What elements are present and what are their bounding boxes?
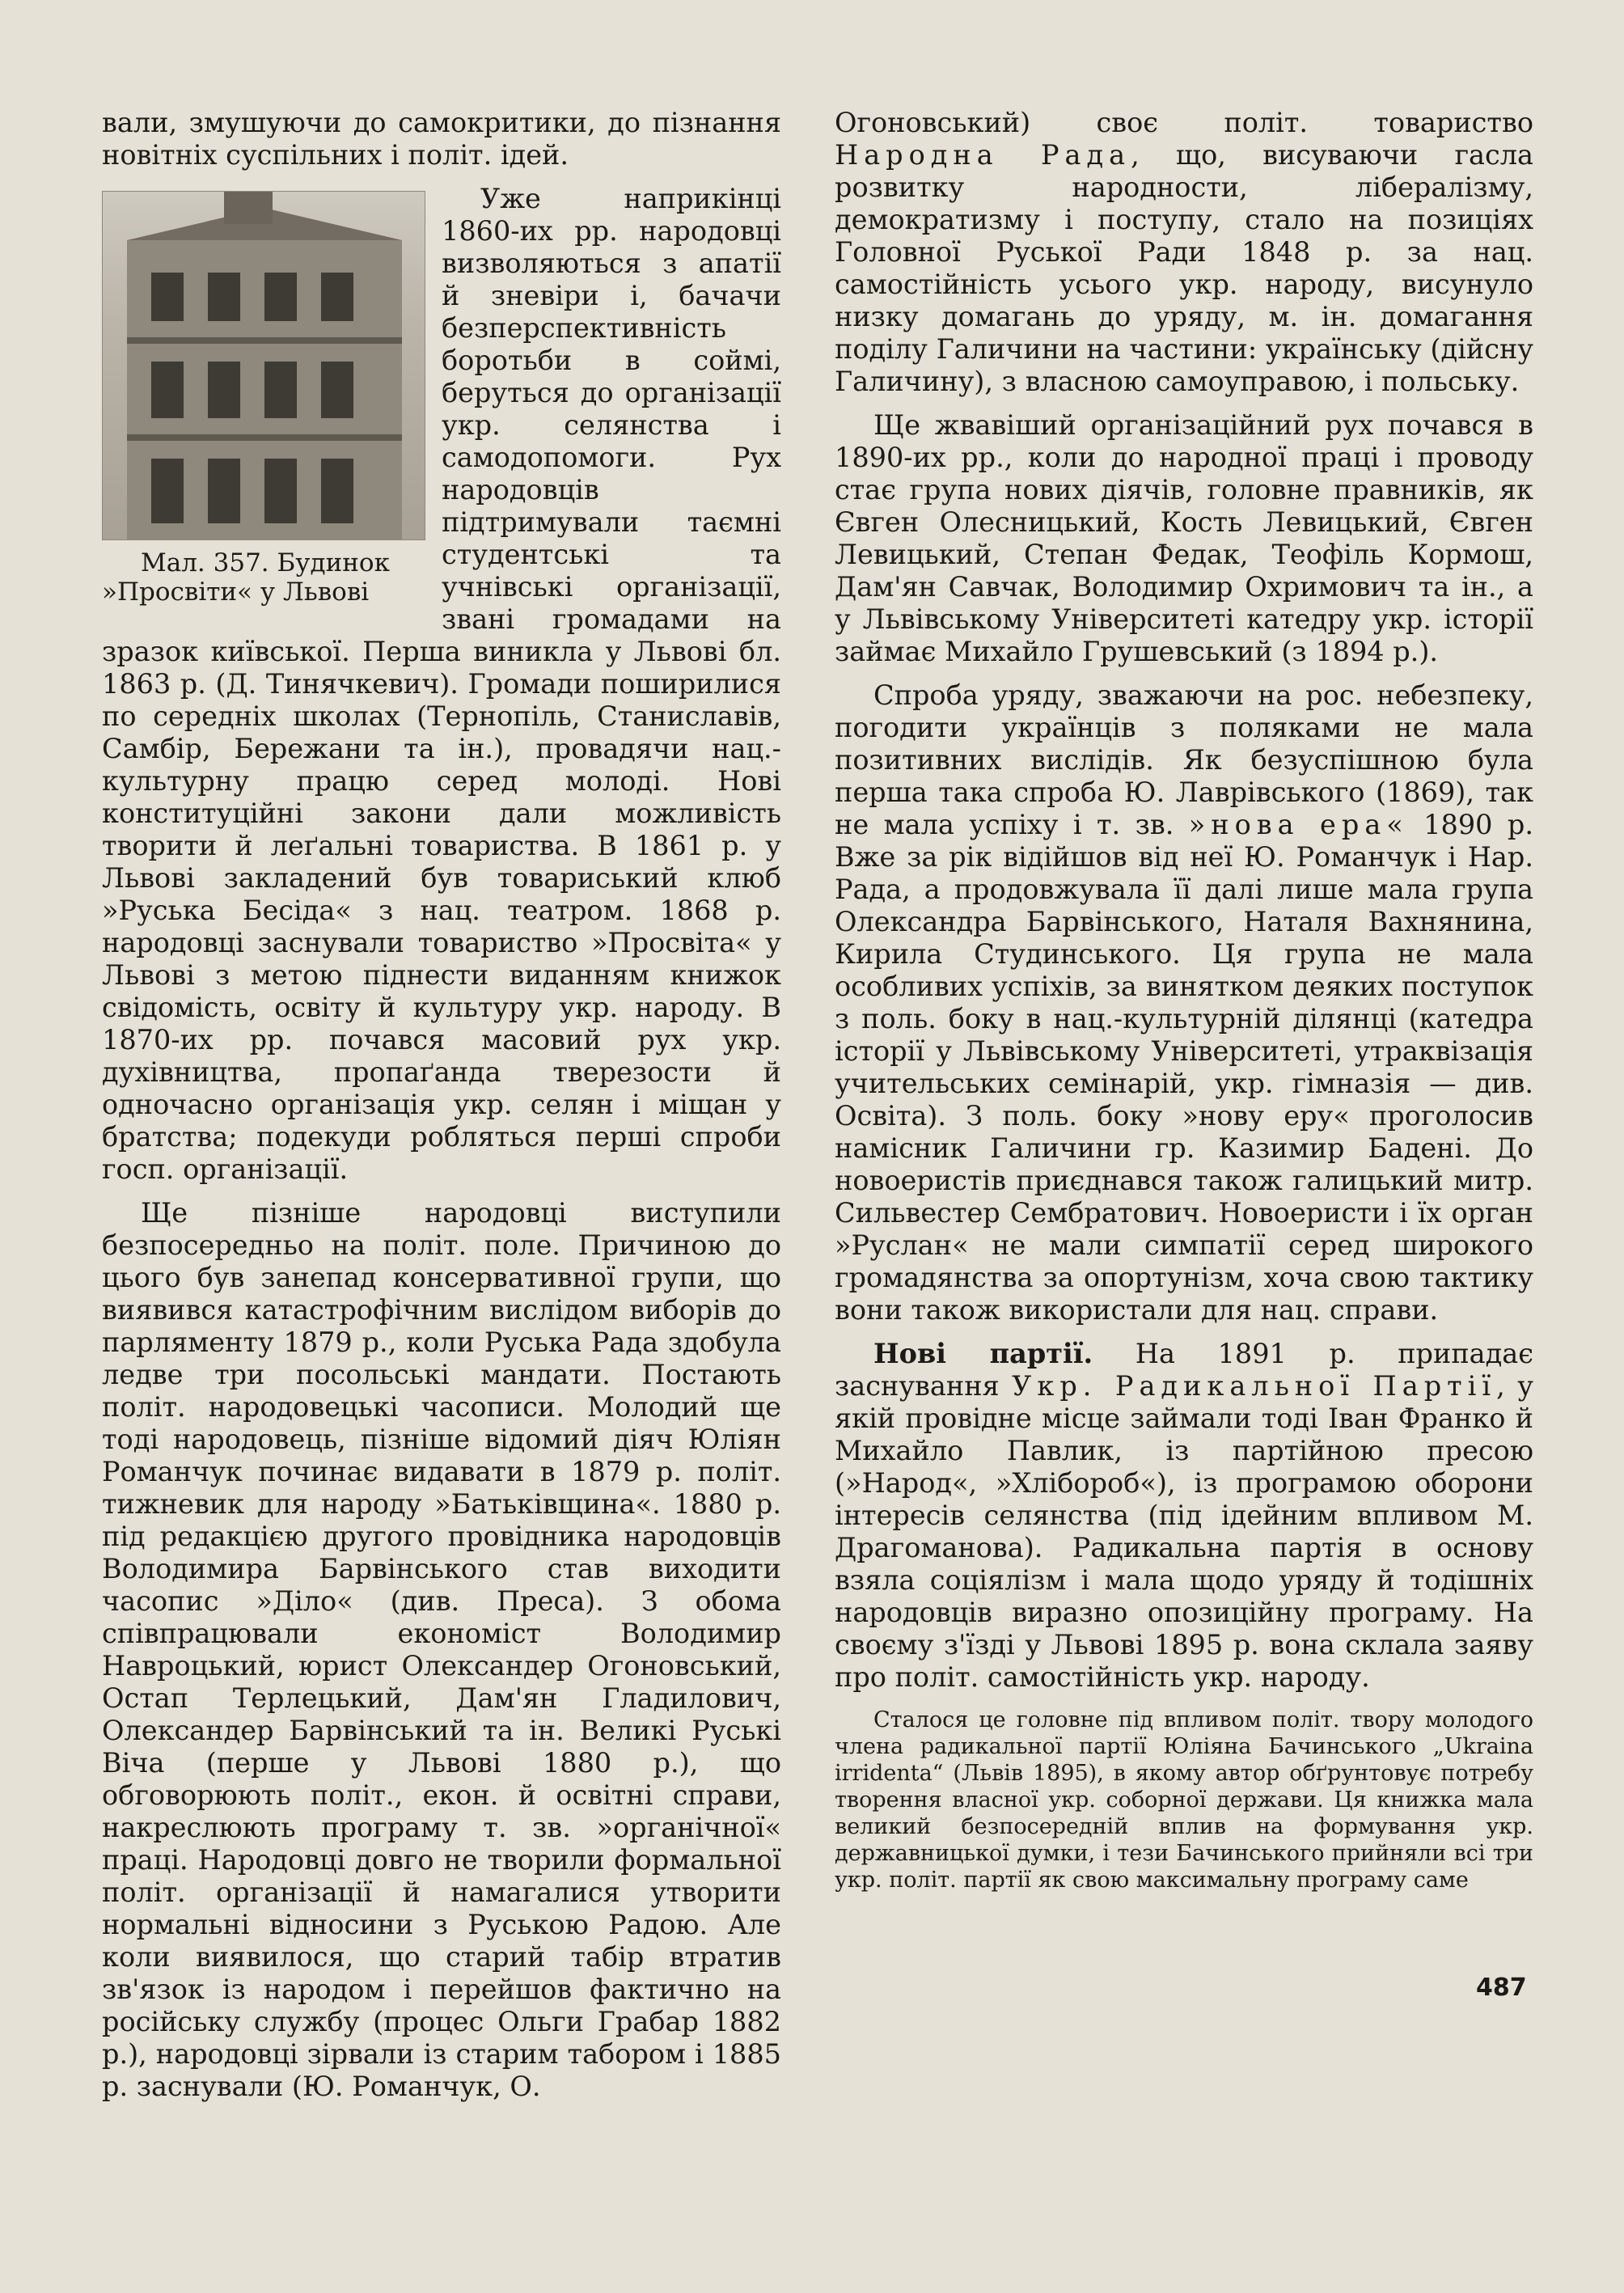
text-run: 1890 р. Вже за рік відійшов від неї Ю. Романчук і Нар. Рада, а продовжувала її далі лише мала група Олександра Барвінського, Наталя Вахнянина, Кирила Студинського. Ця група не мала особливих успіхів, за винятком деяких поступок з поль. боку в нац.-культурній ділянці (катедра історії у Львівському Університеті, утраквізація учительських семінарій, укр. гімназія — див. Освіта). З поль. боку »нову еру« проголосив намісник Галичини гр. Казимир Бадені. До новоеристів приєднався також галицький митр. Сильвестер Сембратович. Новоеристи і їх орган »Руслан« не мали симпатії серед широкого громадянства за опортунізм, хоча свою тактику вони також використали для нац. справи. [835,809,1533,1326]
text-run: , у якій провідне місце займали тоді Іван Франко й Михайло Павлик, із партійною пресою (»Народ«, »Хлібороб«), із програмою оборони інтересів селянства (під ідейним впливом М. Драгоманова). Радикальна партія в основу взяла соціялізм і мала щодо уряду й тодішніх народовців виразно опозиційну програму. На своєму з'їзді у Львові 1895 р. вона склала заяву про політ. самостійність укр. народу. [835,1370,1533,1693]
figure-caption: Мал. 357. Будинок »Просвіти« у Львові [102,548,390,607]
text-run: , що, висуваючи гасла розвитку народности, лібералізму, демократизму і поступу, стало на позиціях Головної Руської Ради 1848 р. за нац. самостійність усього укр. народу, висунуло низку домагань до уряду, м. ін. домагання поділу Галичини на частини: українську (дійсну Галичину), з власною самоуправою, і польську. [835,139,1533,397]
spaced-name: Укр. Радикальної Партії [1012,1370,1497,1402]
paragraph [835,1338,1533,1694]
figure [102,191,425,607]
text-run: Огоновський) своє політ. товариство [835,107,1533,138]
small-print-paragraph: Сталося це головне під впливом політ. твору молодого члена радикальної партії Юліяна Бачинського „Ukraina irridenta“ (Львів 1895), в якому автор обґрунтовує потребу творення власної укр. соборної держави. Ця книжка мала великий безпосередній вплив на формування укр. державницької думки, і тези Бачинського прийняли всі три укр. політ. партії як свою максимальну програму саме [835,1707,1533,1893]
section-heading: Нові партії. [873,1338,1093,1369]
paragraph-with-figure [102,183,781,1186]
page-number: 487 [1476,1974,1527,2002]
paragraph [835,107,1533,398]
text-run: На 1891 р. припадає заснування [835,1338,1533,1402]
text-run: Спроба уряду, зважаючи на рос. небезпеку, погодити українців з поляками не мала позитивних вислідів. Як безуспішною була перша така спроба Ю. Лаврівського (1869), так не мала успіху і т. зв. [835,679,1533,840]
paragraph-text: Уже наприкінці 1860-их рр. народовці визволяються з апатії й зневіри і, бачачи безперспективність боротьби в соймі, беруться до організації укр. селянства і самодопомоги. Рух народовців підтримували таємні студентські та учнівські організації, звані громадами на зразок київської. Перша виникла у Львові бл. 1863 р. (Д. Тинячкевич). Громади поширилися по середніх школах (Тернопіль, Станиславів, Самбір, Бережани та ін.), провадячи нац.-культурну працю серед молоді. Нові конституційні закони дали можливість творити й леґальні товариства. В 1861 р. у Львові закладений був товариський клюб »Руська Бесіда« з нац. театром. 1868 р. народовці заснували товариство »Просвіта« у Львові з метою піднести виданням книжок свідомість, освіту й культуру укр. народу. В 1870-их рр. почався масовий рух укр. духівництва, пропаґанда тверезости й одночасно організація укр. селян і міщан у братства; подекуди робляться перші спроби госп. організації. [102,183,781,1185]
spaced-name: Народна Рада [835,139,1131,171]
paragraph: Ще пізніше народовці виступили безпосередньо на політ. поле. Причиною до цього був занепад консервативної групи, що виявився катастрофічним вислідом виборів до парляменту 1879 р., коли Руська Рада здобула ледве три посольські мандати. Постають політ. народовецькі часописи. Молодий ще тоді народовець, пізніше відомий діяч Юліян Романчук починає видавати в 1879 р. політ. тижневик для народу »Батьківщина«. 1880 р. під редакцією другого провідника народовців Володимира Барвінського став виходити часопис »Діло« (див. Преса). З обома співпрацювали економіст Володимир Навроцький, юрист Олександер Огоновський, Остап Терлецький, Дам'ян Гладилович, Олександер Барвінський та ін. Великі Руські Віча (перше у Львові 1880 р.), що обговорюють політ., екон. й освітні справи, накреслюють програму т. зв. »органічної« праці. Народовці довго не творили формальної політ. організації й намагалися утворити нормальні відносини з Руською Радою. Але коли виявилося, що старий табір втратив зв'язок із народом і перейшов фактично на російську службу (процес Ольги Грабар 1882 р.), народовці зірвали із старим табором і 1885 р. заснували (Ю. Романчук, О. [102,1197,781,2102]
paragraph: вали, змушуючи до самокритики, до пізнання новітніх суспільних і політ. ідей. [102,107,781,171]
spaced-name: »нова ера« [1188,809,1409,840]
prosvita-building-photo [102,191,425,540]
paragraph [835,679,1533,1326]
left-column [102,107,781,2103]
paragraph: Ще жвавіший організаційний рух почався в 1890-их рр., коли до народної праці і проводу стає група нових діячів, головне правників, як Євген Олесницький, Кость Левицький, Євген Левицький, Степан Федак, Теофіль Кормош, Дам'ян Савчак, Володимир Охримович та ін., а у Львівському Університеті катедру укр. історії займає Михайло Грушевський (з 1894 р.). [835,409,1533,667]
right-column [835,107,1533,1893]
